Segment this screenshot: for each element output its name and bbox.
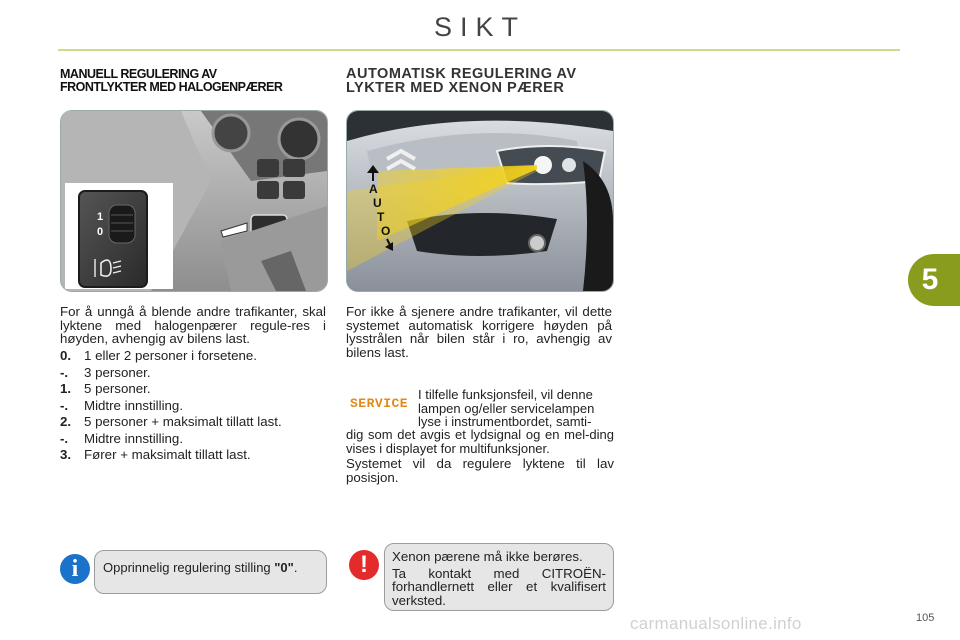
item-key: -. [60, 397, 69, 413]
list-item [60, 447, 330, 464]
service-warning-lamp: SERVICE [350, 396, 409, 411]
fault-line: lampen og/eller servicelampen [418, 400, 595, 416]
fault-line: I tilfelle funksjonsfeil, vil denne [418, 387, 593, 402]
page-title: SIKT [433, 12, 526, 42]
car-front-illustration [347, 111, 613, 291]
auto-letter: U [373, 196, 382, 210]
list-item [60, 365, 330, 382]
chapter-tab: 5 [908, 254, 960, 306]
warning-icon: ! [349, 550, 379, 580]
item-text: 5 personer. [84, 381, 151, 396]
fault-text-block [418, 388, 614, 429]
heading-line: MANUELL REGULERING AV [60, 67, 217, 81]
fault-line: lyse i instrumentbordet, samti- [418, 414, 592, 429]
list-item [60, 431, 330, 448]
warning-line: Xenon pærene må ikke berøres. [392, 549, 583, 564]
item-text: 3 personer. [84, 364, 151, 380]
list-item [60, 381, 330, 398]
dashboard-illustration [61, 111, 327, 291]
item-key: 2. [60, 414, 72, 429]
item-text: 1 eller 2 personer i forsetene. [84, 348, 257, 363]
item-text: 5 personer + maksimalt tillatt last. [84, 414, 282, 429]
watermark: carmanualsonline.info [630, 614, 802, 633]
page-number: 105 [916, 612, 935, 624]
car-xenon-photo [346, 110, 614, 292]
list-item [60, 414, 330, 431]
auto-letter: T [377, 210, 385, 224]
info-note-text: Opprinnelig regulering stilling [103, 560, 275, 575]
dashboard-switch-photo [60, 110, 328, 292]
list-item [60, 348, 330, 365]
heading-line: LYKTER MED XENON PÆRER [346, 80, 565, 96]
heading-line: AUTOMATISK REGULERING AV [346, 66, 577, 82]
auto-letter: A [369, 182, 378, 196]
info-icon: i [60, 554, 90, 584]
load-settings-list [60, 348, 330, 464]
section-heading-manual [60, 68, 340, 94]
item-text: Midtre innstilling. [84, 397, 184, 413]
item-key: 1. [60, 381, 72, 396]
switch-label: 0 [97, 226, 104, 238]
item-key: 0. [60, 348, 72, 363]
warning-line: Ta kontakt med CITROËN-forhandlernett eller et kvalifisert verksted. [392, 565, 606, 608]
list-item [60, 398, 330, 415]
system-behavior-text: Systemet vil da regulere lyktene til lav posisjon. [346, 456, 614, 485]
section-heading-automatic [346, 67, 626, 95]
heading-line: FRONTLYKTER MED HALOGENPÆRER [60, 80, 283, 94]
info-note-value: "0" [274, 560, 294, 575]
auto-letter: O [381, 224, 391, 238]
item-key: -. [60, 364, 69, 380]
warning-note [384, 543, 614, 611]
manual-intro-text: For å unngå å blende andre trafikanter, skal lyktene med halogenpærer regule-res i høyden, avhengig av bilens last. [60, 304, 326, 346]
title-divider [58, 49, 900, 51]
info-note [94, 550, 327, 594]
item-key: -. [60, 430, 69, 446]
switch-label: 1 [97, 211, 104, 223]
info-note-suffix: . [293, 560, 298, 575]
fault-text-continued: dig som det avgis et lydsignal og en mel-ding vises i displayet for multifunksjoner. [346, 427, 614, 456]
item-text: Fører + maksimalt tillatt last. [84, 447, 251, 462]
item-key: 3. [60, 447, 72, 462]
item-text: Midtre innstilling. [84, 430, 184, 446]
automatic-intro-text: For ikke å sjenere andre trafikanter, vil dette systemet automatisk korrigere høyden på lysstrålen når bilen står i ro, avhengig av bilens last. [346, 304, 612, 360]
